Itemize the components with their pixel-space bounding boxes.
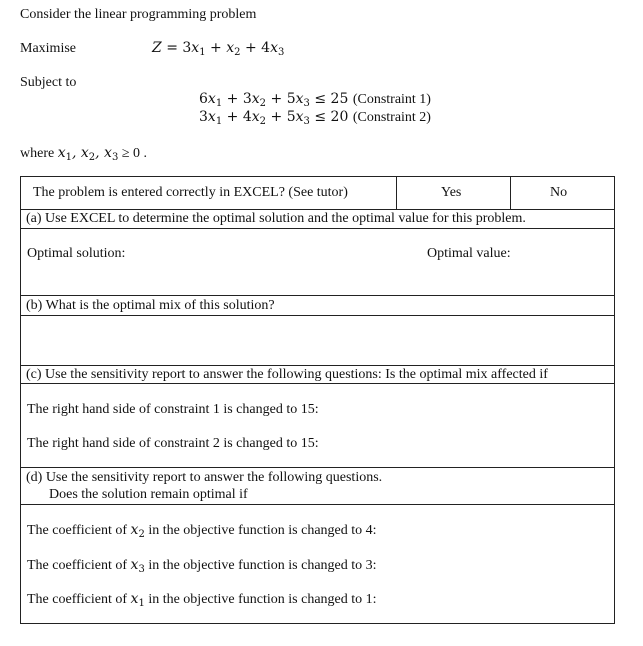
- part-d-question-1: The coefficient of $x_2$ in the objective function is changed to 4:: [27, 522, 377, 540]
- part-c-question-2: The right hand side of constraint 2 is changed to 15:: [27, 436, 319, 451]
- optimal-solution-label: Optimal solution:: [27, 246, 126, 261]
- maximise-label: Maximise: [20, 41, 76, 56]
- part-d-question: (d) Use the sensitivity report to answer the following questions.: [26, 470, 383, 485]
- no-option[interactable]: No: [550, 185, 568, 200]
- part-c-question: (c) Use the sensitivity report to answer the following questions: Is the optimal mix affected if: [26, 367, 548, 382]
- part-d-question-3: The coefficient of $x_1$ in the objective function is changed to 1:: [27, 591, 377, 609]
- part-c-question-1: The right hand side of constraint 1 is changed to 15:: [27, 402, 319, 417]
- yes-option[interactable]: Yes: [441, 185, 462, 200]
- subject-to-label: Subject to: [20, 75, 77, 90]
- nonnegativity: where $x_1$, $x_2$, $x_3 \ge 0$ .: [20, 145, 148, 163]
- part-b-question: (b) What is the optimal mix of this solution?: [26, 298, 275, 313]
- intro-text: Consider the linear programming problem: [20, 7, 257, 22]
- part-a-question: (a) Use EXCEL to determine the optimal solution and the optimal value for this problem.: [26, 211, 526, 226]
- excel-check-question: The problem is entered correctly in EXCEL? (See tutor): [33, 185, 348, 200]
- part-d-subtitle: Does the solution remain optimal if: [49, 487, 248, 502]
- optimal-value-label: Optimal value:: [427, 246, 511, 261]
- constraint-2: $3x_1 + 4x_2 + 5x_3 \le 20$ (Constraint 2): [199, 109, 431, 127]
- objective-function: $Z = 3x_1 + x_2 + 4x_3$: [152, 40, 285, 58]
- part-d-question-2: The coefficient of $x_3$ in the objective function is changed to 3:: [27, 557, 377, 575]
- constraint-1: $6x_1 + 3x_2 + 5x_3 \le 25$ (Constraint 1): [199, 91, 431, 109]
